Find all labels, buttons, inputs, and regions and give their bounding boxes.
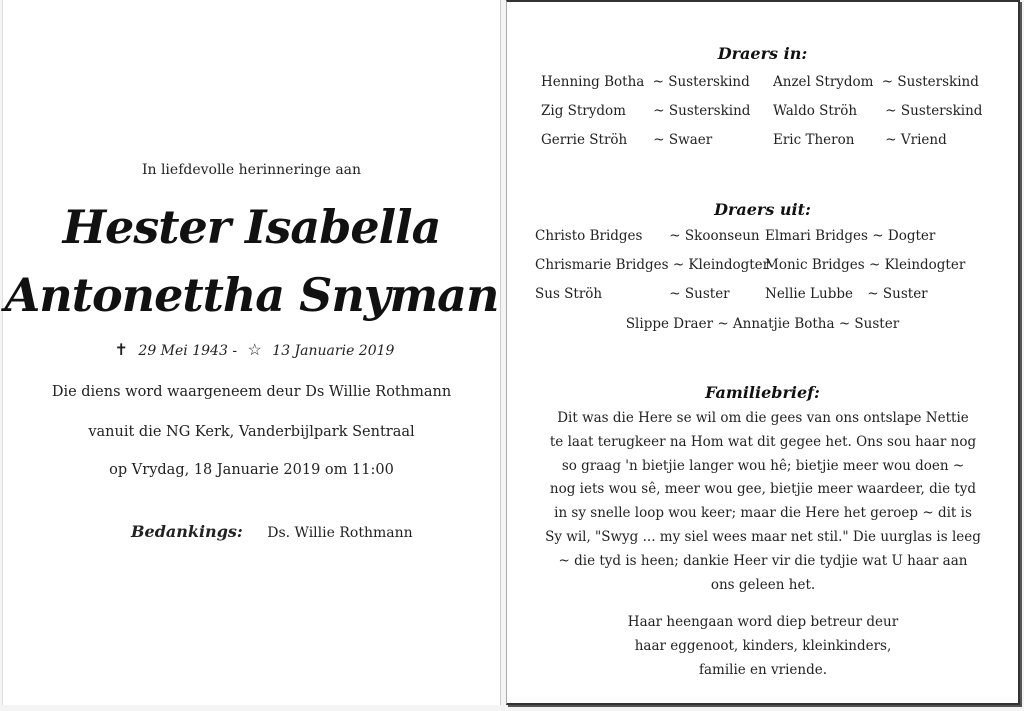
bearer-relation: ~ Kleindogter xyxy=(672,257,770,273)
left-page xyxy=(2,0,501,705)
bearer-in-row xyxy=(541,103,750,119)
bearer-out-row xyxy=(535,257,769,273)
letter-line: in sy snelle loop wou keer; maar die Here het geroep ~ dit is xyxy=(554,505,972,522)
closing-line: familie en vriende. xyxy=(698,661,828,678)
acknowledgements xyxy=(131,522,413,541)
bearer-relation: ~ Dogter xyxy=(872,228,936,244)
life-dates xyxy=(3,340,500,359)
death-date: 13 Januarie 2019 xyxy=(272,343,395,359)
bearer-in-row xyxy=(773,103,982,119)
slippe-bearer: Slippe Draer ~ Annatjie Botha ~ Suster xyxy=(625,316,900,332)
bearer-name: Henning Botha xyxy=(541,74,645,90)
letter-line: Dit was die Here se wil om die gees van ons ontslape Nettie xyxy=(557,410,969,426)
bearer-relation: ~ Kleindogter xyxy=(869,257,966,273)
family-letter xyxy=(543,407,983,683)
date-separator: - xyxy=(232,343,238,359)
bearer-name: Anzel Strydom xyxy=(773,74,874,90)
bearer-out-row xyxy=(765,286,928,302)
bearer-relation: ~ Skoonseun xyxy=(669,228,760,244)
bearer-in-row xyxy=(541,132,712,148)
service-line-2: vanuit die NG Kerk, Vanderbijlpark Sentraal xyxy=(88,424,415,440)
family-letter-heading: Familiebrief: xyxy=(705,383,820,402)
bearer-name: Elmari Bridges xyxy=(765,228,868,244)
right-page xyxy=(506,0,1020,705)
bearer-relation: ~ Susterskind xyxy=(653,103,751,119)
bearer-name: Nellie Lubbe xyxy=(765,286,853,302)
letter-line: Sy wil, "Swyg ... my siel wees maar net stil." Die uurglas is leeg xyxy=(545,528,981,545)
bearer-name: Christo Bridges xyxy=(535,228,643,244)
bearer-relation: ~ Suster xyxy=(867,286,928,302)
thanks-name: Ds. Willie Rothmann xyxy=(267,525,413,541)
service-line-1: Die diens word waargeneem deur Ds Willie Rothmann xyxy=(51,384,452,400)
closing-line: Haar heengaan word diep betreur deur xyxy=(627,614,899,631)
letter-line: ~ die tyd is heen; dankie Heer vir die tydjie wat U haar aan xyxy=(558,552,968,569)
deceased-name-line2: Antonettha Snyman xyxy=(4,268,499,322)
bearer-relation: ~ Vriend xyxy=(885,132,947,148)
bearer-out-row xyxy=(535,286,730,302)
bearer-name: Waldo Ströh xyxy=(773,103,858,119)
letter-line: nog iets wou sê, meer wou gee, bietjie meer waardeer, die tyd xyxy=(549,481,977,498)
bearer-name: Zig Strydom xyxy=(541,103,626,119)
bearer-name: Gerrie Ströh xyxy=(541,132,628,148)
bearer-name: Sus Ströh xyxy=(535,286,603,302)
bearer-in-row xyxy=(541,74,750,90)
bearer-relation: ~ Suster xyxy=(669,286,730,302)
bearer-in-row xyxy=(773,132,947,148)
bearer-relation: ~ Susterskind xyxy=(885,103,983,119)
memorial-intro: In liefdevolle herinneringe aan xyxy=(141,162,362,178)
letter-line: te laat terugkeer na Hom wat dit gegee het. Ons sou haar nog xyxy=(549,433,977,450)
bearer-relation: ~ Susterskind xyxy=(881,74,979,90)
bearers-in-heading: Draers in: xyxy=(717,44,808,63)
letter-line: ons geleen het. xyxy=(710,576,816,593)
deceased-name-line1: Hester Isabella xyxy=(62,200,441,254)
closing-line: haar eggenoot, kinders, kleinkinders, xyxy=(634,638,892,655)
letter-line: so graag 'n bietjie langer wou hê; bietjie meer wou doen ~ xyxy=(561,457,965,474)
bearer-relation: ~ Susterskind xyxy=(652,74,750,90)
bearer-name: Monic Bridges xyxy=(765,257,865,273)
thanks-label: Bedankings: xyxy=(131,522,243,541)
bearer-out-row xyxy=(535,228,760,244)
bearer-name: Chrismarie Bridges xyxy=(535,257,669,273)
bearer-in-row xyxy=(773,74,979,90)
bearer-relation: ~ Swaer xyxy=(653,132,713,148)
birth-date: 29 Mei 1943 xyxy=(138,343,228,359)
cross-icon: ✝ xyxy=(114,340,128,359)
bearer-out-row xyxy=(765,257,965,273)
star-icon: ☆ xyxy=(247,340,262,359)
bearers-out-heading: Draers uit: xyxy=(714,200,811,219)
bearer-out-row xyxy=(765,228,935,244)
bearer-name: Eric Theron xyxy=(773,132,855,148)
service-line-3: op Vrydag, 18 Januarie 2019 om 11:00 xyxy=(109,462,394,478)
